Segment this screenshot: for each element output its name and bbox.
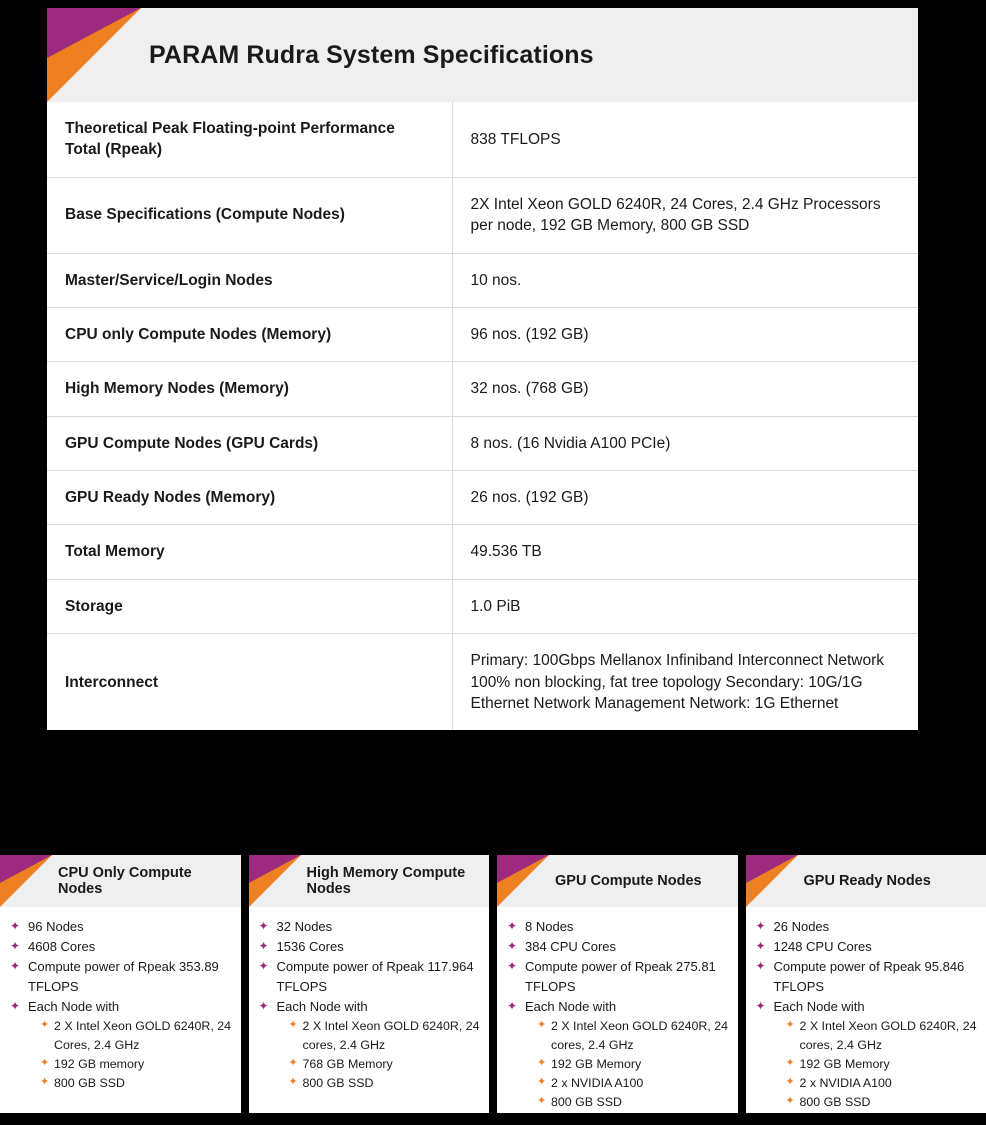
bullet-primary-icon: ✦ — [507, 939, 518, 954]
purple-triangle-icon — [0, 855, 52, 883]
sub-list-item-label: 192 GB Memory — [799, 1057, 890, 1072]
sub-list-item-label: 800 GB SSD — [302, 1076, 374, 1091]
node-card-header — [249, 855, 490, 907]
list-item — [10, 997, 233, 1093]
row-value: 8 nos. (16 Nvidia A100 PCIe) — [452, 416, 918, 470]
sub-list-item-label: 2 X Intel Xeon GOLD 6240R, 24 cores, 2.4 GHz — [302, 1019, 480, 1053]
page-title: PARAM Rudra System Specifications — [149, 40, 594, 69]
list-item-label: Each Node with — [28, 999, 120, 1015]
list-item-label: 4608 Cores — [28, 939, 96, 955]
list-item-label: 8 Nodes — [525, 919, 574, 934]
bullet-primary-icon: ✦ — [755, 939, 766, 954]
sub-list-item-label: 800 GB SSD — [54, 1076, 125, 1091]
list-item — [10, 937, 233, 957]
node-card-sub-bullet-list — [28, 1017, 233, 1093]
bullet-primary-icon: ✦ — [507, 999, 518, 1014]
sub-list-item — [289, 1055, 482, 1074]
corner-flag-icon — [0, 855, 52, 907]
row-value: 26 nos. (192 GB) — [452, 471, 918, 525]
bullet-primary-icon: ✦ — [258, 959, 269, 974]
bullet-primary-icon: ✦ — [10, 939, 21, 954]
list-item-label: Compute power of Rpeak 275.81 TFLOPS — [525, 959, 716, 995]
row-label: Total Memory — [47, 525, 452, 579]
sub-list-item — [786, 1017, 979, 1055]
list-item-label: 32 Nodes — [276, 919, 333, 934]
corner-flag-icon — [47, 8, 141, 102]
purple-triangle-icon — [47, 8, 141, 58]
sub-list-item — [786, 1074, 979, 1093]
node-card-title: High Memory Compute Nodes — [306, 865, 466, 897]
list-item-label: 26 Nodes — [773, 919, 830, 934]
sub-list-item — [289, 1074, 482, 1093]
sub-list-item — [537, 1055, 730, 1074]
row-value: 96 nos. (192 GB) — [452, 307, 918, 361]
row-label: GPU Compute Nodes (GPU Cards) — [47, 416, 452, 470]
bullet-primary-icon: ✦ — [10, 919, 21, 933]
row-value: 1.0 PiB — [452, 579, 918, 633]
row-label: Storage — [47, 579, 452, 633]
sub-list-item-label: 2 X Intel Xeon GOLD 6240R, 24 cores, 2.4 GHz — [799, 1019, 977, 1053]
row-value: Primary: 100Gbps Mellanox Infiniband Interconnect Network 100% non blocking, fat tree topology Secondary: 10G/1G Ethernet Network Management Network: 1G Ethernet — [470, 652, 885, 712]
list-item — [756, 937, 979, 957]
node-card-cpu-only-compute-nodes — [0, 855, 241, 1113]
specifications-table-body — [47, 102, 918, 730]
sub-list-item-label: 2 X Intel Xeon GOLD 6240R, 24 Cores, 2.4 GHz — [54, 1019, 232, 1053]
table-row — [47, 579, 918, 633]
sub-list-item — [289, 1017, 482, 1055]
list-item-label: Each Node with — [276, 999, 368, 1015]
specifications-header — [47, 8, 918, 102]
node-card-body — [249, 907, 490, 1103]
row-label: Interconnect — [47, 634, 452, 731]
bullet-primary-icon: ✦ — [507, 959, 518, 974]
sub-list-item — [786, 1093, 979, 1112]
bullet-primary-icon: ✦ — [258, 939, 269, 954]
sub-list-item-label: 192 GB memory — [54, 1057, 145, 1072]
node-card-gpu-ready-nodes — [746, 855, 986, 1113]
list-item — [756, 997, 979, 1112]
list-item — [507, 937, 730, 957]
node-card-high-memory-compute-nodes — [249, 855, 490, 1113]
bullet-secondary-icon: ✦ — [288, 1076, 298, 1089]
specifications-card — [47, 8, 918, 730]
bullet-primary-icon: ✦ — [258, 999, 269, 1014]
list-item-label: 384 CPU Cores — [525, 939, 617, 955]
sub-list-item — [40, 1055, 233, 1074]
list-item-label: Each Node with — [525, 999, 617, 1015]
bullet-secondary-icon: ✦ — [537, 1095, 547, 1108]
bullet-primary-icon: ✦ — [258, 919, 269, 933]
bullet-primary-icon: ✦ — [755, 959, 766, 974]
list-item — [259, 917, 482, 937]
list-item — [259, 937, 482, 957]
list-item — [507, 997, 730, 1112]
node-card-body — [497, 907, 738, 1113]
node-card-body — [746, 907, 986, 1113]
bullet-secondary-icon: ✦ — [288, 1057, 298, 1070]
node-card-bullet-list — [10, 917, 233, 1093]
bullet-secondary-icon: ✦ — [537, 1076, 547, 1089]
list-item-label: Compute power of Rpeak 117.964 TFLOPS — [276, 959, 474, 995]
row-label: Base Specifications (Compute Nodes) — [47, 177, 452, 253]
bullet-primary-icon: ✦ — [507, 919, 518, 933]
bullet-primary-icon: ✦ — [10, 959, 21, 974]
table-row — [47, 416, 918, 470]
sub-list-item — [537, 1074, 730, 1093]
node-card-sub-bullet-list — [774, 1017, 979, 1112]
row-label: GPU Ready Nodes (Memory) — [47, 471, 452, 525]
node-card-header — [746, 855, 986, 907]
list-item — [507, 957, 730, 997]
bullet-secondary-icon: ✦ — [40, 1019, 50, 1032]
node-card-title: GPU Ready Nodes — [803, 873, 931, 889]
table-row — [47, 634, 918, 731]
table-row — [47, 362, 918, 416]
list-item — [10, 917, 233, 937]
node-card-bullet-list — [259, 917, 482, 1093]
bullet-secondary-icon: ✦ — [785, 1019, 795, 1032]
node-card-bullet-list — [756, 917, 979, 1113]
table-row — [47, 471, 918, 525]
sub-list-item — [40, 1017, 233, 1055]
table-row — [47, 102, 918, 177]
purple-triangle-icon — [249, 855, 301, 883]
node-card-body — [0, 907, 241, 1103]
bullet-secondary-icon: ✦ — [40, 1057, 50, 1070]
list-item-label: Compute power of Rpeak 95.846 TFLOPS — [773, 959, 965, 995]
bullet-secondary-icon: ✦ — [785, 1076, 795, 1089]
node-card-header — [0, 855, 241, 907]
list-item — [756, 957, 979, 997]
list-item-label: Each Node with — [773, 999, 865, 1015]
node-card-header — [497, 855, 738, 907]
specifications-table — [47, 102, 918, 730]
purple-triangle-icon — [746, 855, 798, 883]
row-value: 838 TFLOPS — [452, 102, 918, 177]
node-card-title: CPU Only Compute Nodes — [58, 865, 192, 897]
row-value: 49.536 TB — [452, 525, 918, 579]
row-label: Theoretical Peak Floating-point Performance Total (Rpeak) — [47, 102, 452, 177]
bullet-secondary-icon: ✦ — [40, 1076, 50, 1089]
bullet-secondary-icon: ✦ — [537, 1019, 547, 1032]
list-item — [10, 957, 233, 997]
node-card-sub-bullet-list — [525, 1017, 730, 1112]
sub-list-item — [40, 1074, 233, 1093]
node-card-title: GPU Compute Nodes — [555, 873, 702, 889]
bullet-secondary-icon: ✦ — [537, 1057, 547, 1070]
sub-list-item-label: 192 GB Memory — [551, 1057, 642, 1072]
bullet-secondary-icon: ✦ — [785, 1095, 795, 1108]
table-row — [47, 253, 918, 307]
bullet-secondary-icon: ✦ — [785, 1057, 795, 1070]
sub-list-item-label: 2 X Intel Xeon GOLD 6240R, 24 cores, 2.4 GHz — [551, 1019, 729, 1053]
row-label: High Memory Nodes (Memory) — [47, 362, 452, 416]
corner-flag-icon — [497, 855, 549, 907]
list-item — [259, 997, 482, 1093]
bullet-secondary-icon: ✦ — [288, 1019, 298, 1032]
table-row — [47, 525, 918, 579]
sub-list-item-label: 800 GB SSD — [799, 1095, 871, 1110]
corner-flag-icon — [746, 855, 798, 907]
sub-list-item-label: 768 GB Memory — [302, 1057, 393, 1072]
bullet-primary-icon: ✦ — [755, 919, 766, 933]
sub-list-item-label: 2 x NVIDIA A100 — [799, 1076, 892, 1091]
node-card-bullet-list — [507, 917, 730, 1113]
node-card-gpu-compute-nodes — [497, 855, 738, 1113]
corner-flag-icon — [249, 855, 301, 907]
list-item-label: 1536 Cores — [276, 939, 344, 955]
sub-list-item — [537, 1017, 730, 1055]
list-item-label: 1248 CPU Cores — [773, 939, 872, 955]
table-row — [47, 177, 918, 253]
purple-triangle-icon — [497, 855, 549, 883]
row-label: CPU only Compute Nodes (Memory) — [47, 307, 452, 361]
sub-list-item-label: 2 x NVIDIA A100 — [551, 1076, 644, 1091]
node-cards-row — [0, 855, 986, 1113]
sub-list-item — [786, 1055, 979, 1074]
bullet-primary-icon: ✦ — [755, 999, 766, 1014]
list-item-label: 96 Nodes — [28, 919, 84, 934]
row-value: 2X Intel Xeon GOLD 6240R, 24 Cores, 2.4 GHz Processors per node, 192 GB Memory, 800 GB SSD — [452, 177, 918, 253]
sub-list-item-label: 800 GB SSD — [551, 1095, 622, 1110]
node-card-sub-bullet-list — [277, 1017, 482, 1093]
sub-list-item — [537, 1093, 730, 1112]
row-value: 10 nos. — [452, 253, 918, 307]
list-item — [507, 917, 730, 937]
list-item — [756, 917, 979, 937]
row-label: Master/Service/Login Nodes — [47, 253, 452, 307]
row-value: 32 nos. (768 GB) — [452, 362, 918, 416]
list-item-label: Compute power of Rpeak 353.89 TFLOPS — [28, 959, 219, 995]
bullet-primary-icon: ✦ — [10, 999, 21, 1014]
list-item — [259, 957, 482, 997]
table-row — [47, 307, 918, 361]
